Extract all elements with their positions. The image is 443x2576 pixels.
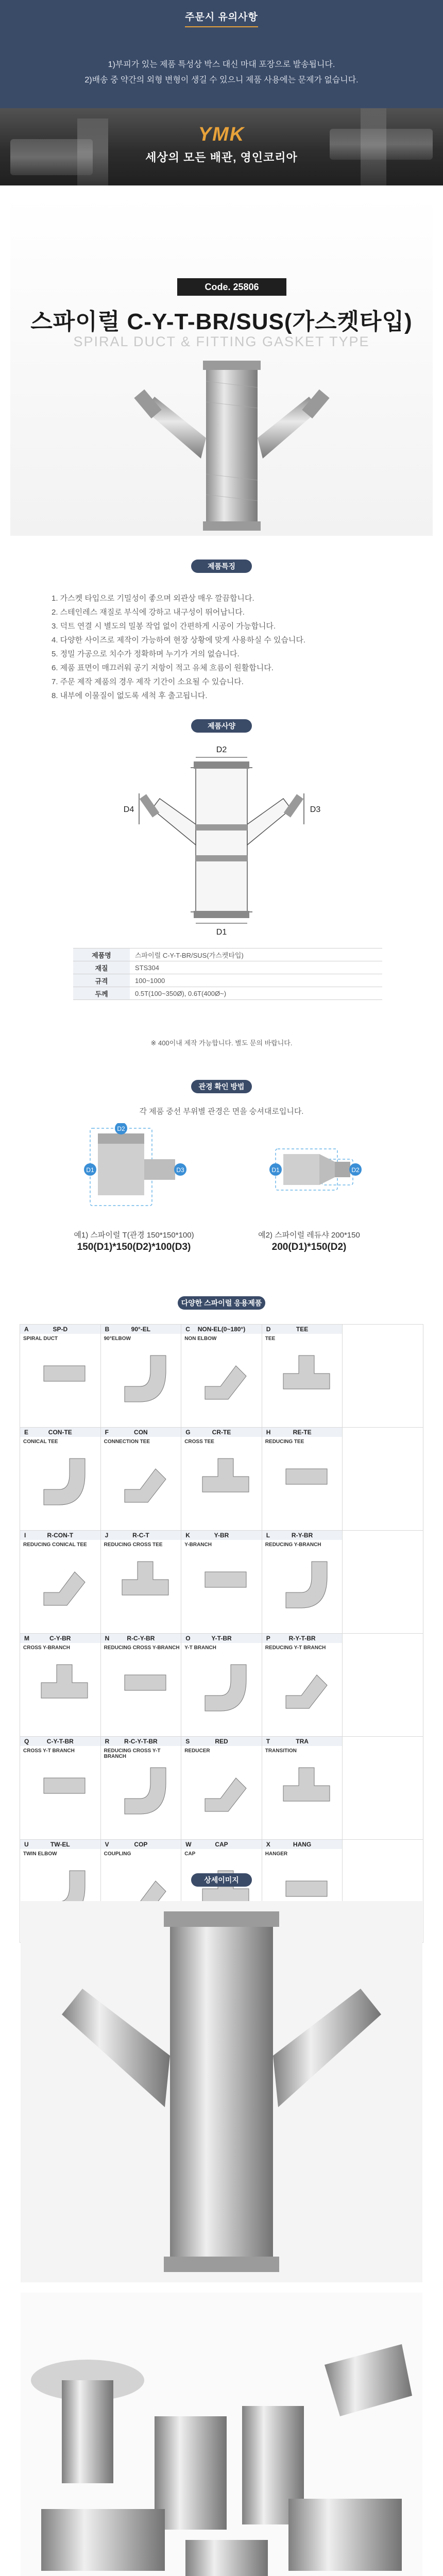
fitting-english-name: REDUCING CONICAL TEE	[23, 1542, 87, 1548]
fitting-english-name: Y-T BRANCH	[184, 1645, 216, 1651]
fitting-code	[262, 1428, 343, 1437]
fitting-code-text: HANG	[293, 1841, 312, 1848]
fitting-english-name: REDUCING CROSS Y-BRANCH	[104, 1645, 180, 1651]
fitting-type-cell	[101, 1737, 182, 1840]
fitting-illustration-icon	[200, 1762, 251, 1819]
fitting-code-text: C-Y-BR	[49, 1635, 71, 1642]
fitting-type-cell	[343, 1531, 423, 1634]
fitting-illustration-icon	[281, 1762, 332, 1819]
fitting-illustration-icon	[120, 1762, 171, 1819]
fitting-code-text: SP-D	[53, 1326, 68, 1333]
spec-row: 규격 100~1000	[73, 974, 382, 987]
fitting-code-text: CON-TE	[48, 1429, 72, 1436]
fitting-english-name: CROSS Y-T BRANCH	[23, 1748, 75, 1754]
fitting-code	[262, 1840, 343, 1849]
svg-text:D1: D1	[271, 1166, 280, 1174]
pipes-background-image	[0, 108, 443, 185]
fitting-code-text: TRA	[296, 1738, 309, 1745]
svg-text:D1: D1	[86, 1166, 94, 1174]
fitting-type-cell	[343, 1737, 423, 1840]
fitting-code	[20, 1325, 100, 1334]
fitting-letter: W	[185, 1841, 192, 1848]
spec-row: 제품명 스파이럴 C-Y-T-BR/SUS(가스켓타입)	[73, 948, 382, 961]
fitting-letter: M	[24, 1635, 29, 1642]
fitting-code	[262, 1531, 343, 1540]
fitting-type-cell	[20, 1531, 101, 1634]
fitting-english-name: COUPLING	[104, 1851, 131, 1857]
brand-slogan: 세상의 모든 배관, 영인코리아	[145, 151, 298, 164]
spec-note: ※ 400이내 제작 가능합니다. 별도 문의 바랍니다.	[150, 1039, 293, 1047]
fitting-letter: S	[185, 1738, 190, 1745]
types-header: 다양한 스파이럴 응용제품	[178, 1296, 265, 1310]
features-section	[0, 546, 443, 706]
fitting-code	[101, 1325, 181, 1334]
fitting-english-name: CONICAL TEE	[23, 1439, 58, 1445]
fitting-letter: B	[105, 1326, 110, 1333]
example1-dimensions: 150(D1)*150(D2)*100(D3)	[77, 1242, 191, 1252]
fitting-illustration-icon	[120, 1350, 171, 1407]
fitting-illustration-icon	[39, 1556, 90, 1613]
fitting-type-cell	[101, 1634, 182, 1737]
fitting-letter: C	[185, 1326, 190, 1333]
size-check-diagram	[0, 1123, 443, 1226]
fitting-english-name: CONNECTION TEE	[104, 1439, 150, 1445]
fitting-letter: Q	[24, 1738, 29, 1745]
svg-text:D2: D2	[351, 1166, 360, 1174]
brand-banner	[0, 108, 443, 185]
product-photo	[134, 361, 330, 531]
fitting-illustration-icon	[200, 1350, 251, 1407]
fitting-code	[181, 1325, 262, 1334]
fitting-code	[20, 1531, 100, 1540]
fitting-english-name: TWIN ELBOW	[23, 1851, 57, 1857]
feature-item: 1. 가스켓 타입으로 기밀성이 좋으며 외관상 매우 깔끔합니다.	[52, 594, 254, 603]
features-list	[52, 591, 443, 703]
fitting-type-cell	[181, 1531, 262, 1634]
fitting-code	[20, 1634, 100, 1643]
fitting-illustration-icon	[200, 1453, 251, 1510]
fitting-english-name: REDUCING TEE	[265, 1439, 304, 1445]
fitting-illustration-icon	[200, 1556, 251, 1613]
method-header: 관경 확인 방법	[191, 1080, 252, 1093]
fitting-type-cell	[20, 1325, 101, 1428]
fitting-type-cell	[343, 1634, 423, 1737]
fitting-english-name: REDUCER	[184, 1748, 210, 1754]
fitting-type-cell	[181, 1428, 262, 1531]
fitting-english-name: REDUCING CROSS TEE	[104, 1542, 163, 1548]
fitting-english-name: CROSS TEE	[184, 1439, 214, 1445]
fitting-code	[20, 1840, 100, 1849]
fitting-code-text: R-Y-BR	[291, 1532, 313, 1539]
order-notice	[0, 0, 443, 108]
spec-section	[0, 948, 443, 1066]
fitting-illustration-icon	[120, 1556, 171, 1613]
product-hero	[0, 185, 443, 546]
fitting-types-grid	[20, 1324, 423, 1943]
fitting-illustration-icon	[200, 1659, 251, 1716]
brand-logo: YMK	[198, 124, 245, 145]
fitting-code	[101, 1428, 181, 1437]
notice-line-2: 2)배송 중 약간의 외형 변형이 생길 수 있으니 제품 사용에는 문제가 없습니다.	[84, 76, 359, 84]
fitting-code	[181, 1531, 262, 1540]
fitting-type-cell	[262, 1531, 343, 1634]
fitting-letter: P	[266, 1635, 270, 1642]
product-code-badge: Code. 25806	[177, 278, 286, 296]
fitting-type-cell	[262, 1325, 343, 1428]
fitting-english-name: TRANSITION	[265, 1748, 297, 1754]
fitting-letter: N	[105, 1635, 110, 1642]
fitting-code-text: CAP	[215, 1841, 228, 1848]
fitting-code-text: CON	[134, 1429, 148, 1436]
feature-item: 6. 제품 표면이 매끄러워 공기 저항이 적고 유체 흐름이 원활합니다.	[52, 664, 274, 672]
fitting-code-text: TW-EL	[50, 1841, 70, 1848]
fitting-illustration-icon	[281, 1453, 332, 1510]
fitting-code-text: TEE	[296, 1326, 309, 1333]
fitting-type-cell	[343, 1325, 423, 1428]
example2-dimensions: 200(D1)*150(D2)	[271, 1242, 347, 1252]
fitting-letter: G	[185, 1429, 191, 1436]
features-header: 제품특징	[191, 560, 252, 573]
fitting-english-name: REDUCING CROSS Y-T BRANCH	[104, 1748, 161, 1759]
fitting-type-cell	[262, 1634, 343, 1737]
fitting-letter: V	[105, 1841, 109, 1848]
fitting-english-name: REDUCING Y-BRANCH	[265, 1542, 321, 1548]
fitting-code-text: CR-TE	[212, 1429, 231, 1436]
fitting-code	[101, 1737, 181, 1746]
fitting-type-cell	[101, 1325, 182, 1428]
fitting-code	[20, 1428, 100, 1437]
feature-item: 8. 내부에 이물질이 없도록 세척 후 출고됩니다.	[52, 691, 208, 700]
detail-header: 상세이미지	[191, 1873, 252, 1887]
fitting-type-cell	[343, 1428, 423, 1531]
notice-line-1: 1)부피가 있는 제품 특성상 박스 대신 마대 포장으로 발송됩니다.	[108, 60, 335, 69]
fitting-english-name: CAP	[184, 1851, 196, 1857]
label-d3: D3	[310, 805, 321, 814]
method-description: 각 제품 중선 부위별 관경은 면을 숭셔대로입니다.	[139, 1107, 304, 1116]
fitting-letter: J	[105, 1532, 109, 1539]
fitting-type-cell	[20, 1737, 101, 1840]
fitting-code	[181, 1428, 262, 1437]
feature-item: 3. 덕트 연결 시 별도의 밀봉 작업 없이 간편하게 시공이 가능합니다.	[52, 622, 276, 631]
fitting-type-cell	[181, 1325, 262, 1428]
fitting-code-text: COP	[134, 1841, 148, 1848]
fitting-type-cell	[181, 1634, 262, 1737]
fitting-code-text: Y-BR	[214, 1532, 229, 1539]
fitting-code-text: C-Y-T-BR	[46, 1738, 74, 1745]
fitting-letter: F	[105, 1429, 109, 1436]
fitting-code-text: R-C-T	[132, 1532, 149, 1539]
fitting-code	[262, 1325, 343, 1334]
fitting-type-cell	[181, 1737, 262, 1840]
fitting-code-text: R-C-Y-T-BR	[124, 1738, 158, 1745]
fitting-letter: D	[266, 1326, 271, 1333]
fitting-code	[181, 1737, 262, 1746]
fitting-illustration-icon	[281, 1556, 332, 1613]
fitting-letter: R	[105, 1738, 110, 1745]
fitting-illustration-icon	[39, 1350, 90, 1407]
fitting-code	[262, 1737, 343, 1746]
fitting-letter: H	[266, 1429, 271, 1436]
fitting-type-cell	[20, 1634, 101, 1737]
fitting-code-text: Y-T-BR	[211, 1635, 232, 1642]
fitting-code	[181, 1840, 262, 1849]
fitting-code-text: RE-TE	[293, 1429, 312, 1436]
fitting-type-cell	[262, 1428, 343, 1531]
spec-table	[73, 948, 382, 1000]
fitting-illustration-icon	[120, 1659, 171, 1716]
fitting-code	[181, 1634, 262, 1643]
size-check-section	[0, 1066, 443, 1283]
fitting-english-name: Y-BRANCH	[184, 1542, 212, 1548]
label-d1: D1	[216, 928, 227, 937]
detail-images-section	[0, 1860, 443, 2576]
fitting-illustration-icon	[281, 1350, 332, 1407]
fitting-english-name: TEE	[265, 1336, 276, 1342]
fitting-letter: O	[185, 1635, 191, 1642]
spec-row: 재질 STS304	[73, 961, 382, 974]
feature-item: 7. 주문 제작 제품의 경우 제작 기간이 소요될 수 있습니다.	[52, 677, 244, 686]
svg-text:D2: D2	[117, 1125, 125, 1132]
fitting-type-cell	[101, 1531, 182, 1634]
fitting-code-text: R-CON-T	[47, 1532, 74, 1539]
fitting-type-cell	[101, 1428, 182, 1531]
fitting-english-name: REDUCING Y-T BRANCH	[265, 1645, 326, 1651]
dimension-drawing	[0, 737, 443, 943]
fitting-letter: T	[266, 1738, 270, 1745]
fitting-english-name: CROSS Y-BRANCH	[23, 1645, 70, 1651]
fitting-type-cell	[262, 1737, 343, 1840]
fitting-code-text: RED	[215, 1738, 228, 1745]
fitting-type-cell	[20, 1428, 101, 1531]
fitting-illustration-icon	[281, 1659, 332, 1716]
detail-photos	[0, 1901, 443, 2576]
fitting-code-text: R-C-Y-BR	[127, 1635, 155, 1642]
drawing-section	[0, 706, 443, 948]
fitting-illustration-icon	[39, 1453, 90, 1510]
fitting-code	[101, 1840, 181, 1849]
fitting-code	[20, 1737, 100, 1746]
fitting-letter: X	[266, 1841, 270, 1848]
applications-section	[0, 1283, 443, 1860]
fitting-english-name: SPIRAL DUCT	[23, 1336, 58, 1342]
product-subtitle: SPIRAL DUCT & FITTING GASKET TYPE	[73, 334, 370, 349]
label-d2: D2	[216, 745, 227, 754]
fitting-letter: K	[185, 1532, 190, 1539]
fitting-code-text: R-Y-T-BR	[288, 1635, 316, 1642]
fitting-code-text: 90°-EL	[131, 1326, 151, 1333]
spec-row: 두께 0.5T(100~350Ø), 0.6T(400Ø~)	[73, 987, 382, 1000]
fitting-letter: E	[24, 1429, 29, 1436]
fitting-code	[101, 1531, 181, 1540]
fitting-illustration-icon	[120, 1453, 171, 1510]
fitting-english-name: 90°ELBOW	[104, 1336, 131, 1342]
fitting-letter: I	[24, 1532, 26, 1539]
fitting-english-name: NON ELBOW	[184, 1336, 217, 1342]
fitting-code	[101, 1634, 181, 1643]
example2-label: 예2) 스파이럴 레듀샤 200*150	[258, 1231, 360, 1240]
notice-title: 주문시 유의사항	[185, 9, 258, 27]
fitting-english-name: HANGER	[265, 1851, 288, 1857]
feature-item: 5. 정밀 가공으로 치수가 정확하며 누기가 거의 없습니다.	[52, 650, 240, 658]
drawing-header: 제품사양	[191, 719, 252, 733]
label-d4: D4	[123, 805, 134, 814]
fitting-letter: L	[266, 1532, 270, 1539]
example1-label: 예1) 스파이럴 T(관경 150*150*100)	[74, 1231, 194, 1240]
feature-item: 2. 스테인레스 재질로 부식에 강하고 내구성이 뛰어납니다.	[52, 608, 245, 617]
fitting-letter: U	[24, 1841, 29, 1848]
fitting-code	[262, 1634, 343, 1643]
fitting-code-text: NON-EL(0~180°)	[197, 1326, 246, 1333]
product-title: 스파이럴 C-Y-T-BR/SUS(가스켓타입)	[30, 309, 413, 334]
fitting-illustration-icon	[39, 1659, 90, 1716]
fitting-letter: A	[24, 1326, 29, 1333]
fitting-illustration-icon	[39, 1762, 90, 1819]
feature-item: 4. 다양한 사이즈로 제작이 가능하여 현장 상황에 맞게 사용하실 수 있습니다.	[52, 636, 306, 645]
svg-text:D3: D3	[176, 1166, 184, 1174]
